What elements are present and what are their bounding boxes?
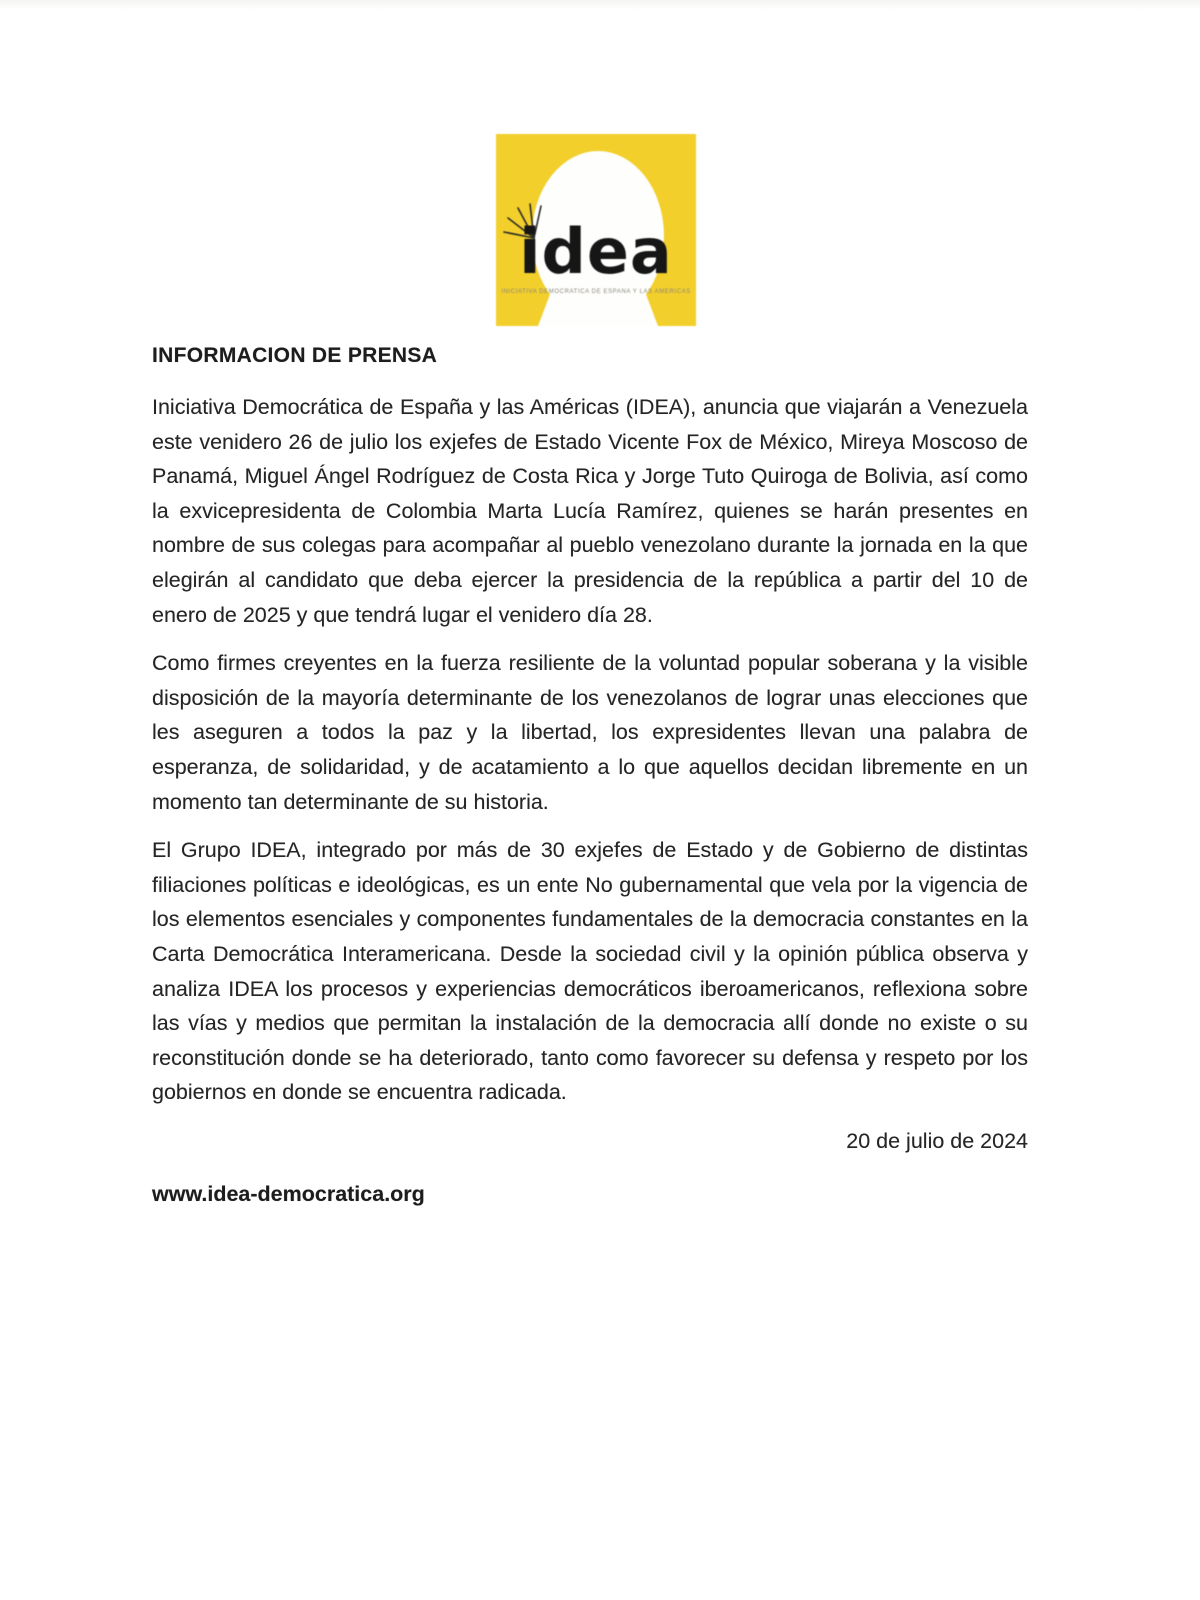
paragraph-statement: Como firmes creyentes en la fuerza resiliente de la voluntad popular soberana y la visible disposición de la mayoría determinante de los venezolanos de lograr unas elecciones que les aseguren a todos la paz y la libertad, los expresidentes llevan una palabra de esperanza, de solidaridad, y de acatamiento a lo que aquellos decidan libremente en un momento tan determinante de su historia. bbox=[152, 651, 1028, 814]
date-line: 20 de julio de 2024 bbox=[846, 1128, 1028, 1153]
paragraph-announcement: Iniciativa Democrática de España y las Américas (IDEA), anuncia que viajarán a Venezuela este venidero 26 de julio los exjefes de Estado Vicente Fox de México, Mireya Moscoso de Panamá, Miguel Ángel Rodríguez de Costa Rica y Jorge Tuto Quiroga de Bolivia, así como la exvicepresidenta de Colombia Marta Lucía Ramírez, quienes se harán presentes en nombre de sus colegas para acompañar al pueblo venezolano durante la jornada en la que elegirán al candidato que deba ejercer la presidencia de la república a partir del 10 de enero de 2025 y que tendrá lugar el venidero día 28. bbox=[152, 395, 1028, 627]
website-text: www.idea-democratica.org bbox=[152, 1182, 425, 1207]
logo-tagline: INICIATIVA DEMOCRATICA DE ESPAÑA Y LAS AMERICAS bbox=[501, 289, 691, 295]
idea-logo bbox=[496, 134, 696, 326]
logo-wordmark: idea bbox=[519, 215, 673, 288]
press-release-body bbox=[152, 344, 1028, 1212]
paragraph-about-idea: El Grupo IDEA, integrado por más de 30 exjefes de Estado y de Gobierno de distintas filiaciones políticas e ideológicas, es un ente No gubernamental que vela por la vigencia de los elementos esenciales y componentes fundamentales de la democracia constantes en la Carta Democrática Interamericana. Desde la sociedad civil y la opinión pública observa y analiza IDEA los procesos y experiencias democráticos iberoamericanos, reflexiona sobre las vías y medios que permitan la instalación de la democracia allí donde no existe o su reconstitución donde se ha deteriorado, tanto como favorecer su defensa y respeto por los gobiernos en donde se encuentra radicada. bbox=[152, 838, 1028, 1105]
press-heading: INFORMACION DE PRENSA bbox=[152, 344, 438, 367]
